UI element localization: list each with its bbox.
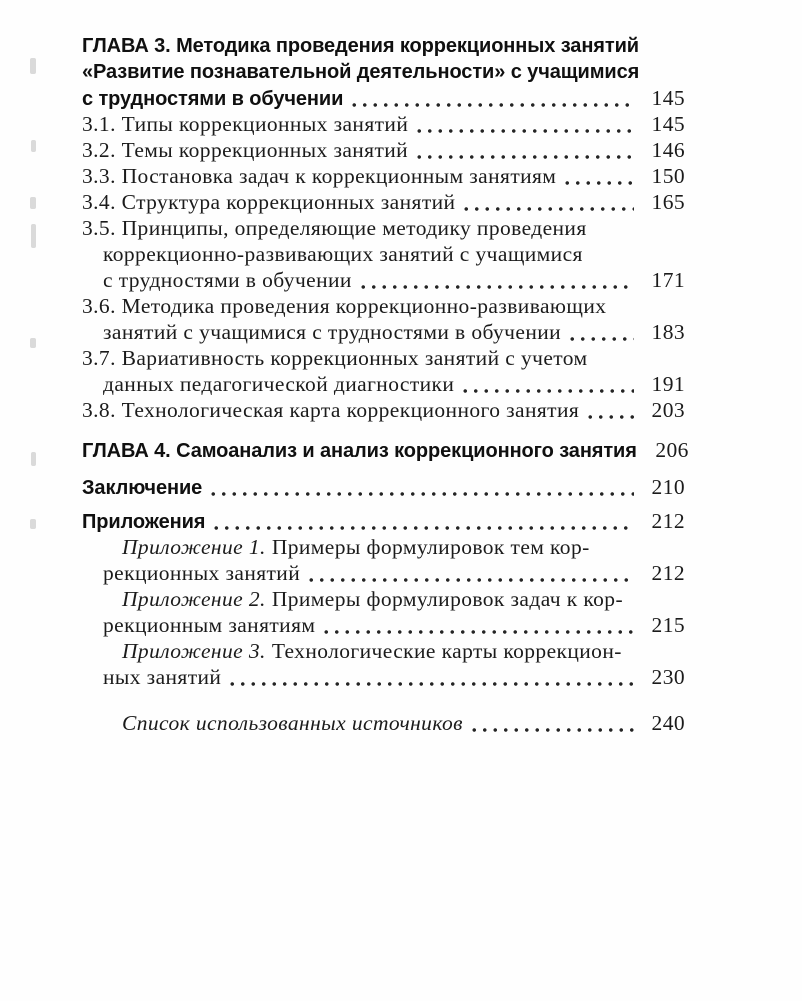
entry-text: Заключение bbox=[82, 477, 203, 499]
page-number: 145 bbox=[651, 86, 685, 110]
appendix-label: Приложение 2. bbox=[122, 587, 266, 611]
toc-appendix-3-line-2 bbox=[82, 664, 685, 690]
page-number: 212 bbox=[651, 561, 685, 585]
toc-conclusion bbox=[82, 474, 685, 500]
page-number: 191 bbox=[651, 372, 685, 396]
page-number: 210 bbox=[651, 475, 685, 499]
scan-artifact bbox=[31, 452, 36, 466]
dot-leader bbox=[306, 578, 634, 582]
page-number: 215 bbox=[651, 613, 685, 637]
toc-entry-3-8 bbox=[82, 397, 685, 423]
entry-text: с трудностями в обучении bbox=[82, 88, 344, 110]
toc-entry-3-7-line-2 bbox=[82, 371, 685, 397]
toc-appendices-heading bbox=[82, 508, 685, 534]
entry-text: 3.3. Постановка задач к коррекционным занятиям bbox=[82, 164, 557, 188]
toc-entry-3-7-line-1 bbox=[82, 345, 685, 371]
scan-artifact bbox=[30, 519, 36, 529]
scan-artifact bbox=[30, 338, 36, 348]
entry-text: Технологические карты коррекцион- bbox=[271, 639, 622, 663]
entry-text: 3.7. Вариативность коррекционных занятий с учетом bbox=[82, 346, 588, 370]
dot-leader bbox=[349, 103, 634, 107]
entry-text: Приложения bbox=[82, 511, 206, 533]
page-number: 240 bbox=[651, 711, 685, 735]
toc-appendix-1-line-2 bbox=[82, 560, 685, 586]
toc-entry-3-3 bbox=[82, 163, 685, 189]
entry-text: рекционным занятиям bbox=[103, 613, 316, 637]
toc-entry-3-5-line-2 bbox=[82, 241, 685, 267]
dot-leader bbox=[469, 728, 634, 732]
toc-entry-3-5-line-1 bbox=[82, 215, 685, 241]
page-number: 230 bbox=[651, 665, 685, 689]
entry-text: ГЛАВА 3. Методика проведения коррекционных занятий bbox=[82, 35, 639, 57]
toc-entry-3-4 bbox=[82, 189, 685, 215]
dot-leader bbox=[211, 526, 634, 530]
dot-leader bbox=[208, 492, 634, 496]
page-number: 212 bbox=[651, 509, 685, 533]
dot-leader bbox=[321, 630, 634, 634]
entry-text: занятий с учащимися с трудностями в обучении bbox=[103, 320, 562, 344]
dot-leader bbox=[585, 415, 634, 419]
appendix-label: Приложение 1. bbox=[122, 535, 266, 559]
entry-text: данных педагогической диагностики bbox=[103, 372, 455, 396]
dot-leader bbox=[562, 181, 634, 185]
dot-leader bbox=[414, 129, 634, 133]
entry-text: 3.8. Технологическая карта коррекционного занятия bbox=[82, 398, 580, 422]
entry-text: 3.5. Принципы, определяющие методику проведения bbox=[82, 216, 587, 240]
toc-entry-3-1 bbox=[82, 111, 685, 137]
toc-entry-3-5-line-3 bbox=[82, 267, 685, 293]
toc-appendix-2-line-1 bbox=[82, 586, 685, 612]
dot-leader bbox=[358, 285, 634, 289]
scan-artifact bbox=[31, 224, 36, 248]
toc-appendix-1-line-1 bbox=[82, 534, 685, 560]
entry-text: коррекционно-развивающих занятий с учащимися bbox=[103, 242, 583, 266]
page-number: 206 bbox=[655, 438, 689, 462]
appendix-label: Приложение 3. bbox=[122, 639, 266, 663]
entry-text: Список использованных источников bbox=[122, 711, 463, 735]
page-number: 150 bbox=[651, 164, 685, 188]
toc-chapter4-title bbox=[82, 437, 689, 463]
scan-artifact bbox=[31, 140, 36, 152]
entry-text: «Развитие познавательной деятельности» с учащимися bbox=[82, 61, 640, 83]
scan-artifact bbox=[30, 58, 36, 74]
page-number: 183 bbox=[651, 320, 685, 344]
entry-text: 3.1. Типы коррекционных занятий bbox=[82, 112, 409, 136]
dot-leader bbox=[567, 337, 634, 341]
dot-leader bbox=[461, 207, 634, 211]
entry-text: Примеры формулировок тем кор- bbox=[271, 535, 590, 559]
entry-text: 3.6. Методика проведения коррекционно-развивающих bbox=[82, 294, 607, 318]
entry-text: 3.2. Темы коррекционных занятий bbox=[82, 138, 409, 162]
page-number: 146 bbox=[651, 138, 685, 162]
entry-text: с трудностями в обучении bbox=[103, 268, 352, 292]
table-of-contents bbox=[82, 33, 689, 736]
toc-entry-3-2 bbox=[82, 137, 685, 163]
toc-entry-3-6-line-2 bbox=[82, 319, 685, 345]
entry-text: рекционных занятий bbox=[103, 561, 301, 585]
toc-entry-3-6-line-1 bbox=[82, 293, 685, 319]
page-number: 171 bbox=[651, 268, 685, 292]
toc-chapter3-title-line-2 bbox=[82, 59, 685, 85]
dot-leader bbox=[414, 155, 634, 159]
entry-text: 3.4. Структура коррекционных занятий bbox=[82, 190, 456, 214]
page-number: 203 bbox=[651, 398, 685, 422]
toc-appendix-3-line-1 bbox=[82, 638, 685, 664]
toc-appendix-2-line-2 bbox=[82, 612, 685, 638]
entry-text: ных занятий bbox=[103, 665, 222, 689]
dot-leader bbox=[460, 389, 634, 393]
page-number: 165 bbox=[651, 190, 685, 214]
entry-text: ГЛАВА 4. Самоанализ и анализ коррекционного занятия bbox=[82, 440, 637, 462]
dot-leader bbox=[227, 682, 634, 686]
entry-text: Примеры формулировок задач к кор- bbox=[271, 587, 624, 611]
scan-artifact bbox=[30, 197, 36, 209]
page-number: 145 bbox=[651, 112, 685, 136]
toc-chapter3-title-line-3 bbox=[82, 85, 685, 111]
toc-chapter3-title-line-1 bbox=[82, 33, 685, 59]
toc-bibliography bbox=[82, 710, 685, 736]
